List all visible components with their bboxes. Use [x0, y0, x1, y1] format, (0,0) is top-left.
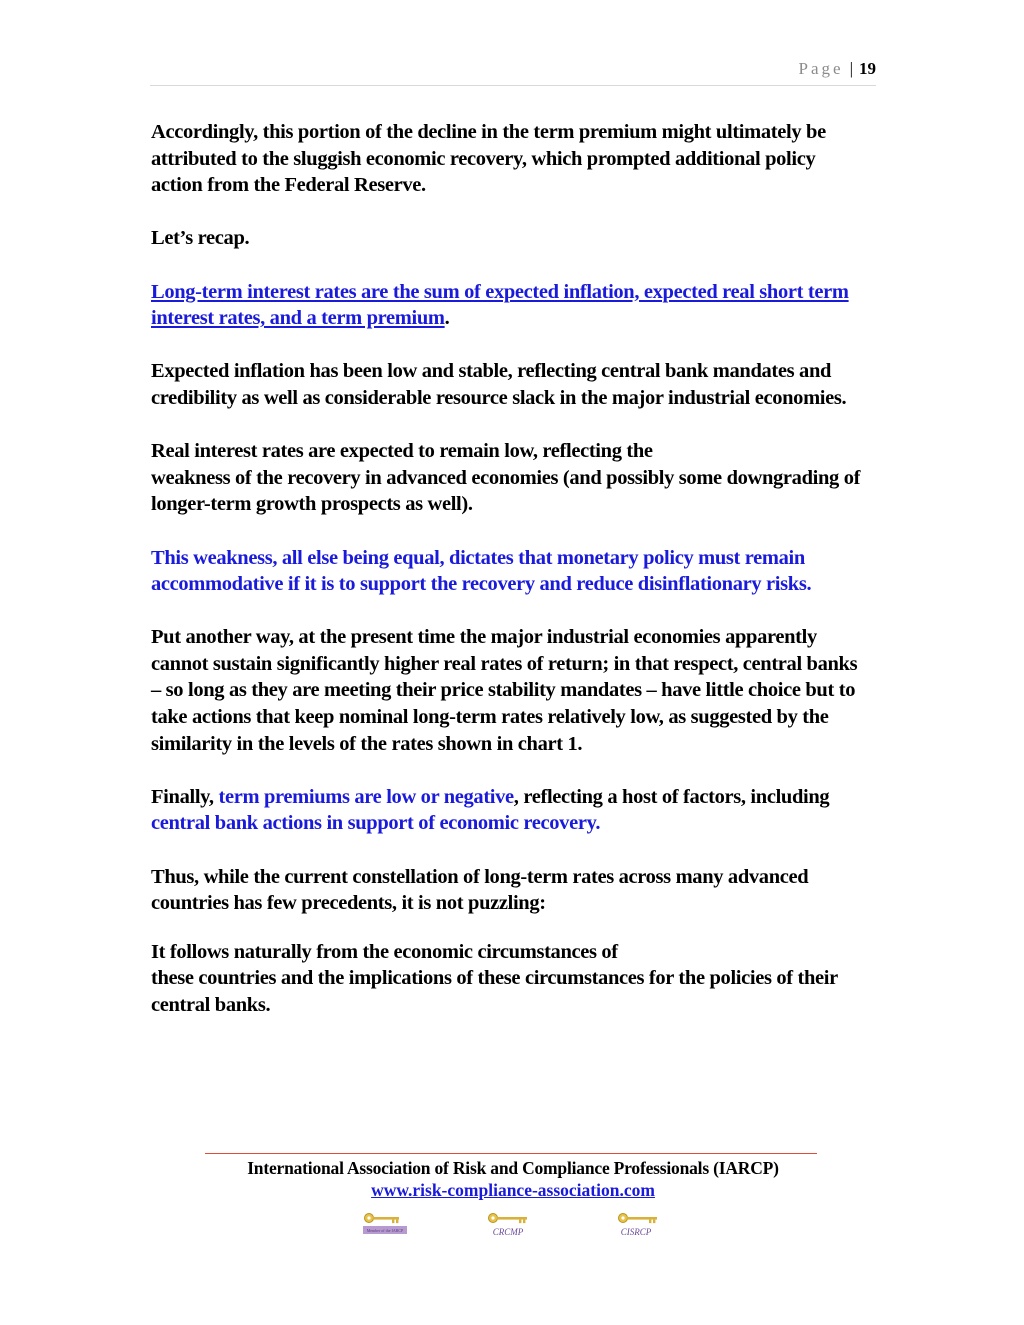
paragraph-long-term-rates [151, 279, 871, 332]
crcmp-logo [486, 1212, 532, 1238]
conclusion-rest: these countries and the implications of these circumstances for the policies of their central banks. [151, 967, 838, 1016]
footer-website-link[interactable]: www.risk-compliance-association.com [371, 1180, 655, 1200]
cisrcp-logo [616, 1212, 662, 1238]
paragraph-conclusion [151, 939, 871, 1019]
real-rates-rest: weakness of the recovery in advanced economies (and possibly some downgrading of longer-term growth prospects as well). [151, 466, 861, 516]
paragraph-put-another-way: Put another way, at the present time the major industrial economies apparently cannot sustain significantly higher real rates of return; in that respect, central banks – so long as they are meeting their price stability mandates – have little choice but to take actions that keep nominal long-term rates relatively low, as suggested by the similarity in the levels of the rates shown in chart 1. [151, 626, 858, 755]
long-term-rates-period: . [444, 307, 450, 330]
paragraph-recap: Let’s recap. [151, 227, 250, 250]
key-logo-icon [362, 1212, 408, 1236]
cisrcp-logo-caption: CISRCP [620, 1227, 652, 1237]
real-rates-line1: Real interest rates are expected to remain low, reflecting the [151, 440, 653, 463]
footer-organization: International Association of Risk and Compliance Professionals (IARCP) [247, 1158, 779, 1178]
long-term-rates-link[interactable]: Long-term interest rates are the sum of expected inflation, expected real short term interest rates, and a term premium [151, 280, 849, 330]
page-separator: | [849, 59, 853, 78]
paragraph-expected-inflation: Expected inflation has been low and stable, reflecting central bank mandates and credibility as well as considerable resource slack in the major industrial economies. [151, 360, 847, 409]
page-header [150, 59, 876, 86]
conclusion-line1: It follows naturally from the economic circumstances of [151, 940, 618, 963]
footer [150, 1158, 876, 1202]
page-number: 19 [859, 59, 876, 78]
host-of-factors-text: , reflecting a host of factors, including [513, 785, 830, 808]
central-bank-actions-highlight: central bank actions in support of economic recovery. [151, 812, 601, 835]
paragraph-real-interest-rates [151, 438, 871, 518]
page-label: Page [798, 59, 844, 78]
paragraph-monetary-policy: This weakness, all else being equal, dictates that monetary policy must remain accommodative if it is to support the recovery and reduce disinflationary risks. [151, 546, 812, 596]
crcmp-logo-caption: CRCMP [492, 1227, 524, 1237]
paragraph-term-premiums [151, 784, 871, 837]
term-premiums-highlight: term premiums are low or negative [218, 785, 514, 808]
key-logo-icon [486, 1212, 532, 1238]
finally-text: Finally, [151, 785, 219, 808]
document-body [151, 119, 871, 1045]
member-logo [362, 1212, 408, 1236]
footer-divider [205, 1153, 817, 1154]
paragraph-not-puzzling: Thus, while the current constellation of long-term rates across many advanced countries has few precedents, it is not puzzling: [151, 865, 809, 915]
paragraph-term-premium-decline: Accordingly, this portion of the decline in the term premium might ultimately be attributed to the sluggish economic recovery, which prompted additional policy action from the Federal Reserve. [151, 121, 826, 197]
member-logo-caption: Member of the IARCP [366, 1228, 404, 1233]
key-logo-icon [616, 1212, 662, 1238]
